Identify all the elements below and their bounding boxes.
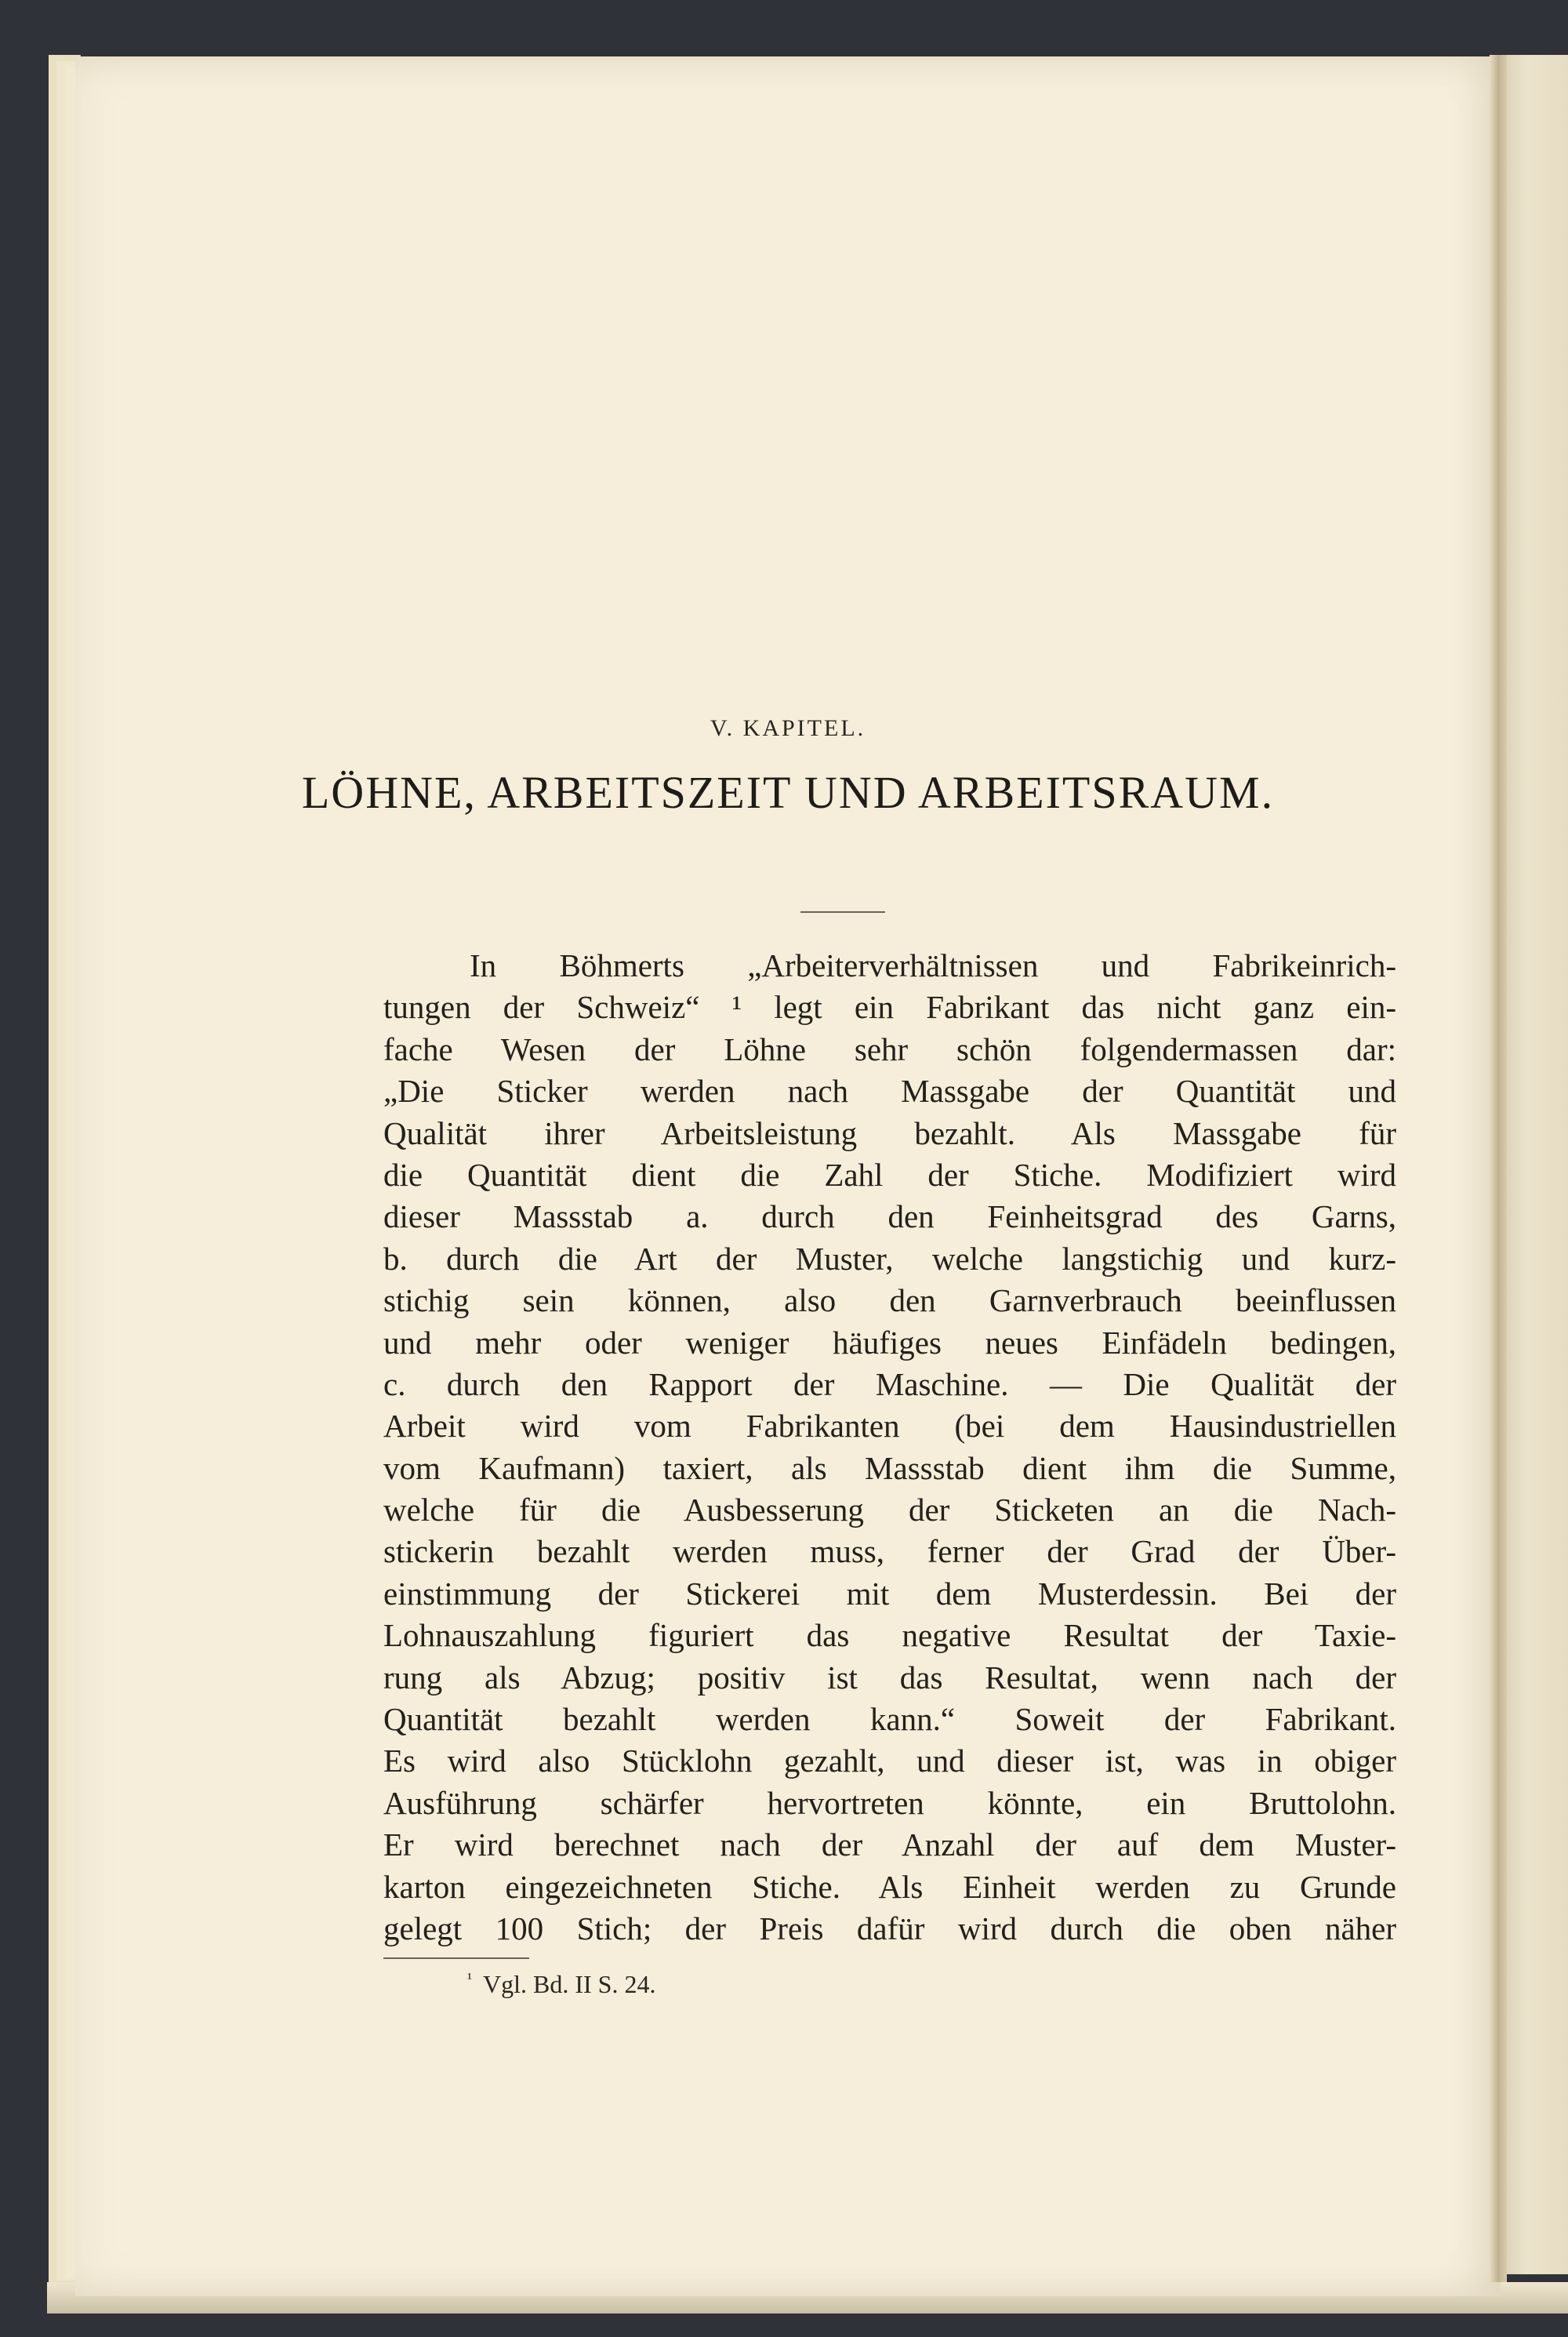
footnote-marker: ¹: [467, 1970, 472, 1988]
body-paragraph: [383, 945, 1396, 1950]
text-line: „Die Sticker werden nach Massgabe der Quantität und: [383, 1073, 1396, 1110]
text-line: vom Kaufmann) taxiert, als Massstab dient ihm die Summe,: [383, 1449, 1396, 1486]
text-line: c. durch den Rapport der Maschine. — Die Qualität der: [383, 1365, 1396, 1402]
title-divider: [800, 911, 885, 913]
text-line: welche für die Ausbesserung der Sticketen an die Nach-: [383, 1492, 1396, 1528]
text-line: dieser Massstab a. durch den Feinheitsgrad des Garns,: [383, 1198, 1396, 1235]
text-line: In Böhmerts „Arbeiterverhältnissen und Fabrikeinrich-: [470, 947, 1396, 983]
text-line: fache Wesen der Löhne sehr schön folgendermassen dar:: [383, 1030, 1396, 1067]
chapter-label: V. KAPITEL.: [710, 715, 866, 741]
footnote: [467, 1970, 655, 1999]
text-line: die Quantität dient die Zahl der Stiche. Modifiziert wird: [383, 1156, 1396, 1193]
text-line: stickerin bezahlt werden muss, ferner der Grad der Über-: [383, 1533, 1396, 1570]
text-line: gelegt 100 Stich; der Preis dafür wird durch die oben näher: [383, 1910, 1396, 1946]
text-line: Qualität ihrer Arbeitsleistung bezahlt. Als Massgabe für: [383, 1114, 1396, 1151]
book-page: [75, 56, 1501, 2296]
text-line: einstimmung der Stickerei mit dem Musterdessin. Bei der: [383, 1575, 1396, 1612]
text-line: Ausführung schärfer hervortreten könnte, ein Bruttolohn.: [383, 1784, 1396, 1821]
text-line: Es wird also Stücklohn gezahlt, und dieser ist, was in obiger: [383, 1743, 1396, 1779]
text-line: und mehr oder weniger häufiges neues Einfädeln bedingen,: [383, 1324, 1396, 1361]
footnote-text: Vgl. Bd. II S. 24.: [483, 1970, 656, 1998]
text-line: stichig sein können, also den Garnverbrauch beeinflussen: [383, 1282, 1396, 1319]
text-line: karton eingezeichneten Stiche. Als Einheit werden zu Grunde: [383, 1868, 1396, 1905]
chapter-title: LÖHNE, ARBEITSZEIT UND ARBEITSRAUM.: [301, 767, 1275, 818]
text-line: Lohnauszahlung figuriert das negative Resultat der Taxie-: [383, 1617, 1396, 1654]
text-line: b. durch die Art der Muster, welche langstichig und kurz-: [383, 1240, 1396, 1277]
text-line: Quantität bezahlt werden kann.“ Soweit der Fabrikant.: [383, 1701, 1396, 1738]
footnote-divider: [383, 1957, 529, 1959]
text-line: rung als Abzug; positiv ist das Resultat, wenn nach der: [383, 1659, 1396, 1696]
next-page-edge: [1501, 55, 1568, 2274]
text-line: tungen der Schweiz“ ¹ legt ein Fabrikant das nicht ganz ein-: [383, 989, 1396, 1026]
text-line: Arbeit wird vom Fabrikanten (bei dem Hausindustriellen: [383, 1408, 1396, 1445]
text-line: Er wird berechnet nach der Anzahl der auf dem Muster-: [383, 1826, 1396, 1863]
book-gutter: [1490, 55, 1507, 2282]
